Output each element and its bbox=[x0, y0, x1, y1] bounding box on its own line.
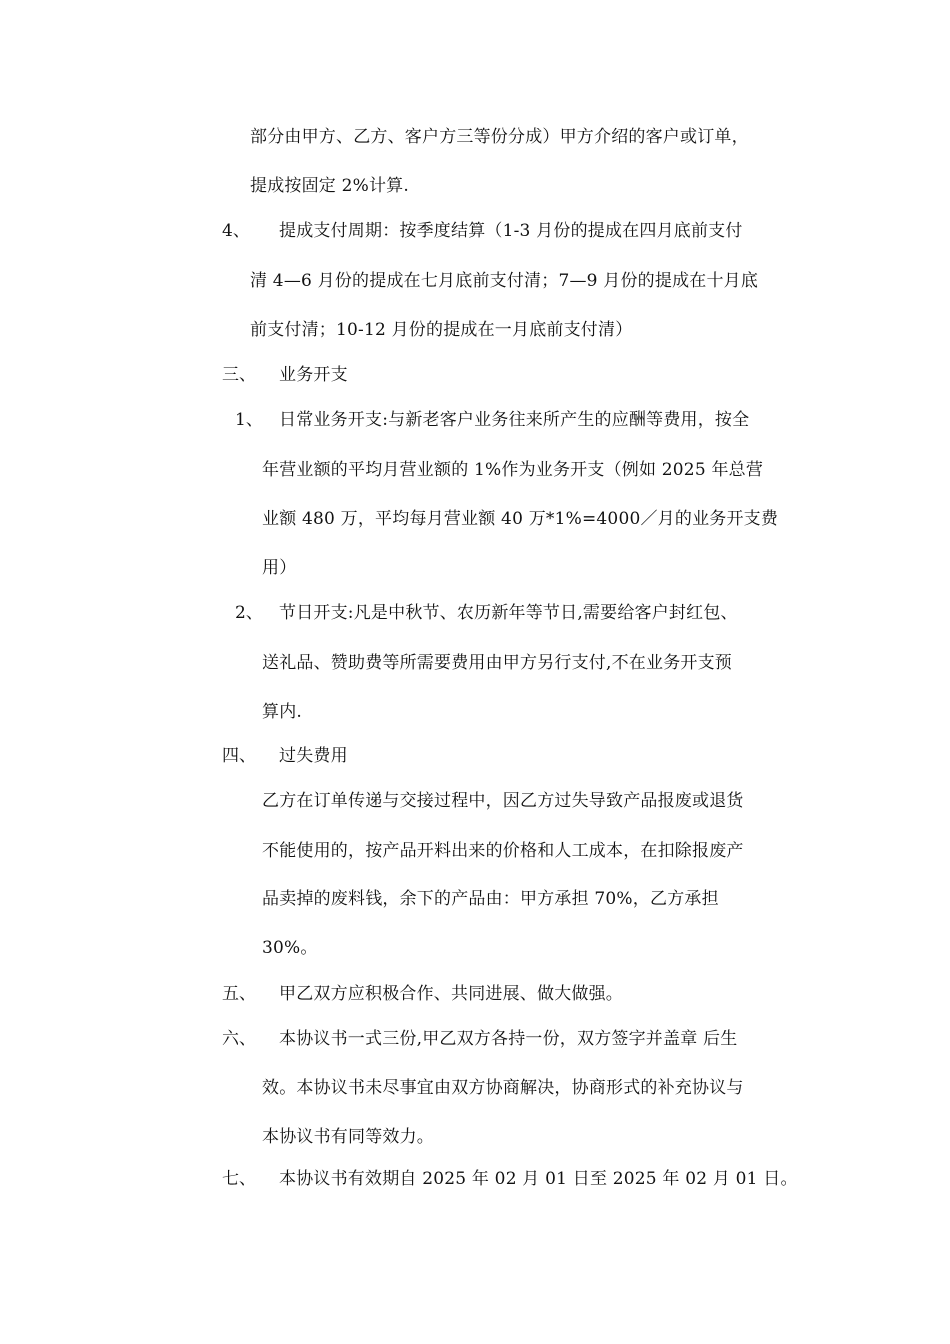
paragraph-line: 本协议书一式三份,甲乙双方各持一份，双方签字并盖章 后生 bbox=[279, 1029, 738, 1049]
section-number: 七、 bbox=[222, 1169, 256, 1189]
paragraph-line: 甲乙双方应积极合作、共同进展、做大做强。 bbox=[279, 984, 623, 1004]
section-number: 三、 bbox=[222, 365, 256, 385]
paragraph-line: 乙方在订单传递与交接过程中，因乙方过失导致产品报废或退货 bbox=[262, 791, 744, 811]
paragraph-line: 前支付清；10-12 月份的提成在一月底前支付清） bbox=[250, 320, 633, 340]
section-number: 五、 bbox=[222, 984, 256, 1004]
paragraph-line: 部分由甲方、乙方、客户方三等份分成）甲方介绍的客户或订单， bbox=[250, 127, 749, 147]
paragraph-line: 年营业额的平均月营业额的 1%作为业务开支（例如 2025 年总营 bbox=[262, 460, 764, 480]
paragraph-line: 送礼品、赞助费等所需要费用由甲方另行支付,不在业务开支预 bbox=[262, 653, 733, 673]
section-number: 四、 bbox=[222, 746, 256, 766]
paragraph-line: 节日开支:凡是中秋节、农历新年等节日,需要给客户封红包、 bbox=[279, 603, 738, 623]
paragraph-line: 提成支付周期：按季度结算（1-3 月份的提成在四月底前支付 bbox=[279, 221, 743, 241]
paragraph-line: 提成按固定 2%计算. bbox=[250, 176, 409, 196]
paragraph-line: 业额 480 万，平均每月营业额 40 万*1%=4000／月的业务开支费 bbox=[262, 509, 779, 529]
paragraph-line: 品卖掉的废料钱，余下的产品由：甲方承担 70%，乙方承担 bbox=[262, 889, 719, 909]
paragraph-line: 算内. bbox=[262, 702, 303, 722]
paragraph-line: 效。本协议书未尽事宜由双方协商解决，协商形式的补充协议与 bbox=[262, 1078, 744, 1098]
section-number: 六、 bbox=[222, 1029, 256, 1049]
list-number: 2、 bbox=[235, 603, 263, 623]
paragraph-line: 不能使用的，按产品开料出来的价格和人工成本，在扣除报废产 bbox=[262, 841, 744, 861]
paragraph-line: 用） bbox=[262, 558, 297, 578]
section-title: 业务开支 bbox=[279, 365, 348, 385]
paragraph-line: 30%。 bbox=[262, 938, 318, 958]
paragraph-line: 本协议书有同等效力。 bbox=[262, 1127, 434, 1147]
paragraph-line: 日常业务开支:与新老客户业务往来所产生的应酬等费用，按全 bbox=[279, 410, 750, 430]
section-title: 过失费用 bbox=[279, 746, 348, 766]
list-number: 1、 bbox=[235, 410, 263, 430]
paragraph-line: 清 4—6 月份的提成在七月底前支付清；7—9 月份的提成在十月底 bbox=[250, 271, 759, 291]
paragraph-line: 本协议书有效期自 2025 年 02 月 01 日至 2025 年 02 月 01 日。 bbox=[279, 1169, 798, 1189]
list-number: 4、 bbox=[222, 221, 250, 241]
